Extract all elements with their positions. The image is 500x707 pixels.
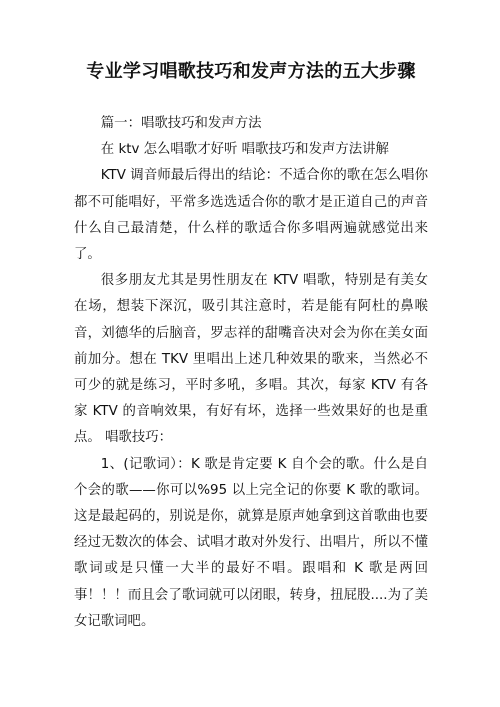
section-heading: 篇一：唱歌技巧和发声方法 <box>100 116 262 131</box>
paragraph-memorize-lyrics: 1、(记歌词）：K 歌是肯定要 K 自个会的歌。什么是自个会的歌——你可以%95 以上完全记的你要 K 歌的歌词。这是最起码的，别说是你，就算是原声她拿到这首歌曲也要经过无数次的体会、试唱才敢对外发行、出唱片，所以不懂歌词或是只懂一大半的最好不唱。跟唱和 K 歌是两回事！！！而且会了歌词就可以闭眼，转身，扭屁股....为了美女记歌词吧。 <box>74 456 428 629</box>
paragraph-singing-tips: 很多朋友尤其是男性朋友在 KTV 唱歌，特别是有美女在场，想装下深沉，吸引其注意时，若是能有阿杜的鼻喉音，刘德华的后脑音，罗志祥的甜嘴音决对会为你在美女面前加分。想在 TKV 里唱出上述几种效果的歌来，当然必不可少的就是练习，平时多吼，多唱。其次，每家 KTV 有各家 KTV 的音响效果，有好有坏，选择一些效果好的也是重点。 唱歌技巧： <box>74 273 428 446</box>
document-body <box>74 111 428 635</box>
subheading: 在 ktv 怎么唱歌才好听 唱歌技巧和发声方法讲解 <box>100 142 389 158</box>
document-title: 专业学习唱歌技巧和发声方法的五大步骤 <box>86 61 416 82</box>
paragraph-ktv-conclusion: KTV 调音师最后得出的结论：不适合你的歌在怎么唱你都不可能唱好，平常多选选适合你的歌才是正道自己的声音什么自己最清楚，什么样的歌适合你多唱两遍就感觉出来了。 <box>74 168 428 263</box>
